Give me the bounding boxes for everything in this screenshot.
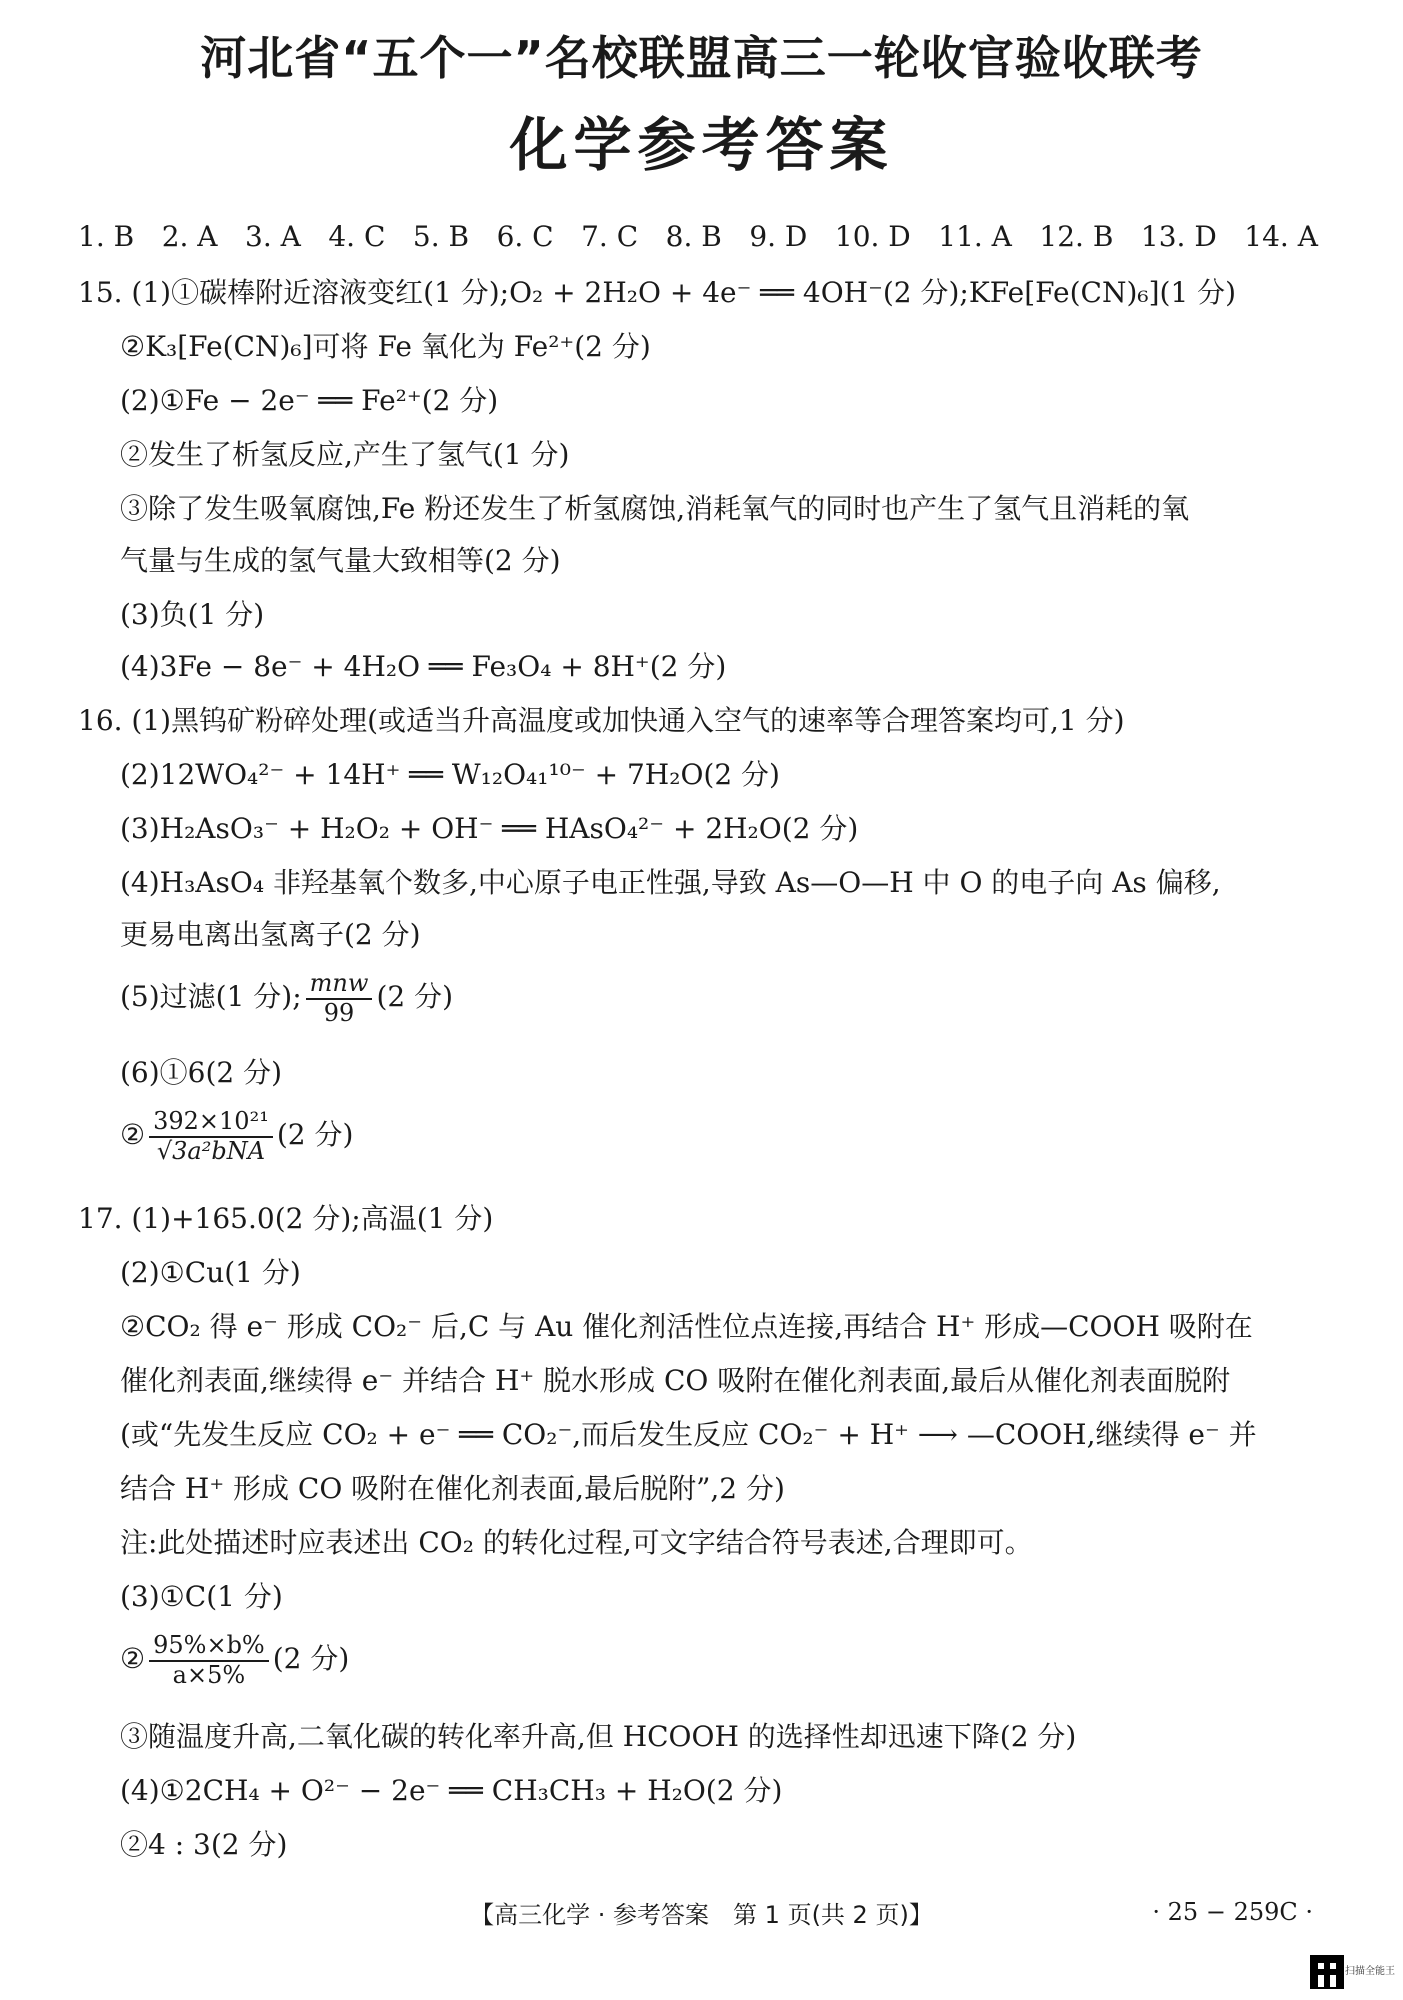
fraction-denominator: √3a²bNA — [156, 1136, 266, 1165]
q16-part6-2-line — [120, 1108, 353, 1165]
q17-part3-2-line — [120, 1632, 349, 1689]
fraction-denominator: a×5% — [172, 1660, 246, 1689]
subject-title: 化学参考答案 — [509, 111, 894, 179]
q17-part4-1-line: (4)①2CH₄ + O²⁻ − 2e⁻ ══ CH₃CH₃ + H₂O(2 分) — [120, 1774, 783, 1807]
q17-part1-line: 17. (1)+165.0(2 分);高温(1 分) — [78, 1202, 494, 1235]
mc-answer: 3. A — [245, 220, 301, 253]
q16-part6-2-label: ② — [120, 1118, 146, 1152]
q17-part2-2-cont3-line: 结合 H⁺ 形成 CO 吸附在催化剂表面,最后脱附”,2 分) — [120, 1472, 785, 1505]
mc-answer: 8. B — [665, 220, 722, 253]
mc-answer: 4. C — [328, 220, 386, 253]
q17-part4-2-line: ②4 : 3(2 分) — [120, 1828, 288, 1861]
q16-part4-line: (4)H₃AsO₄ 非羟基氧个数多,中心原子电正性强,导致 As—O—H 中 O 的电子向 As 偏移, — [120, 866, 1221, 899]
q16-part5-line — [120, 970, 453, 1027]
q15-part3-line: (3)负(1 分) — [120, 598, 265, 631]
mc-answer: 5. B — [412, 220, 470, 253]
paper-code: · 25 − 259C · — [1152, 1898, 1313, 1926]
mc-answer: 10. D — [834, 220, 911, 253]
q16-part2-line: (2)12WO₄²⁻ + 14H⁺ ══ W₁₂O₄₁¹⁰⁻ + 7H₂O(2 分) — [120, 758, 780, 791]
q15-part1-line: 15. (1)①碳棒附近溶液变红(1 分);O₂ + 2H₂O + 4e⁻ ══ 4OH⁻(2 分);KFe[Fe(CN)₆](1 分) — [78, 276, 1237, 309]
q15-part2-3-cont-line: 气量与生成的氢气量大致相等(2 分) — [120, 544, 561, 577]
mc-answer: 9. D — [749, 220, 808, 253]
q16-part6-2-score: (2 分) — [276, 1118, 354, 1152]
q15-part2-2-line: ②发生了析氢反应,产生了氢气(1 分) — [120, 438, 570, 471]
q16-part3-line: (3)H₂AsO₃⁻ + H₂O₂ + OH⁻ ══ HAsO₄²⁻ + 2H₂O(2 分) — [120, 812, 859, 845]
q17-part3-2-score: (2 分) — [272, 1642, 350, 1676]
multiple-choice-answers — [78, 220, 1318, 253]
fraction-numerator: 392×10²¹ — [149, 1108, 273, 1138]
q15-part4-line: (4)3Fe − 8e⁻ + 4H₂O ══ Fe₃O₄ + 8H⁺(2 分) — [120, 650, 727, 683]
fraction-selectivity — [149, 1632, 269, 1689]
mc-answer: 1. B — [78, 220, 135, 253]
q17-part3-2-label: ② — [120, 1642, 146, 1676]
fraction-numerator: mnw — [306, 970, 373, 1000]
q16-part5-score: (2 分) — [376, 980, 454, 1014]
q16-part5-text: (5)过滤(1 分); — [120, 980, 302, 1014]
mc-answer: 14. A — [1244, 220, 1318, 253]
q17-part3-3-line: ③随温度升高,二氧化碳的转化率升高,但 HCOOH 的选择性却迅速下降(2 分) — [120, 1720, 1077, 1753]
q15-part2-3-line: ③除了发生吸氧腐蚀,Fe 粉还发生了析氢腐蚀,消耗氧气的同时也产生了氢气且消耗的氧 — [120, 492, 1190, 525]
page-footer: 【高三化学 · 参考答案 第 1 页(共 2 页)】 — [470, 1901, 933, 1929]
q17-part2-2-cont1-line: 催化剂表面,继续得 e⁻ 并结合 H⁺ 脱水形成 CO 吸附在催化剂表面,最后从催化剂表面脱附 — [120, 1364, 1231, 1397]
mc-answer: 2. A — [161, 220, 218, 253]
q16-part6-1-line: (6)①6(2 分) — [120, 1056, 283, 1089]
mc-answer: 11. A — [938, 220, 1012, 253]
fraction-denominator: 99 — [323, 998, 355, 1027]
q15-part2-1-line: (2)①Fe − 2e⁻ ══ Fe²⁺(2 分) — [120, 384, 499, 417]
fraction-density — [149, 1108, 273, 1165]
q17-part2-1-line: (2)①Cu(1 分) — [120, 1256, 301, 1289]
mc-answer: 12. B — [1039, 220, 1114, 253]
q17-part3-1-line: (3)①C(1 分) — [120, 1580, 283, 1613]
q17-note-line: 注:此处描述时应表述出 CO₂ 的转化过程,可文字结合符号表述,合理即可。 — [120, 1526, 1033, 1559]
mc-answer: 6. C — [496, 220, 554, 253]
scanner-watermark: 扫描全能王 — [1345, 1966, 1395, 1977]
q17-part2-2-cont2-line: (或“先发生反应 CO₂ + e⁻ ══ CO₂⁻,而后发生反应 CO₂⁻ + H⁺ ⟶ —COOH,继续得 e⁻ 并 — [120, 1418, 1257, 1451]
qr-code-icon — [1310, 1955, 1344, 1989]
exam-title: 河北省“五个一”名校联盟高三一轮收官验收联考 — [200, 31, 1203, 85]
q15-part1-2-line: ②K₃[Fe(CN)₆]可将 Fe 氧化为 Fe²⁺(2 分) — [120, 330, 651, 363]
fraction-mnw — [306, 970, 373, 1027]
q17-part2-2-line: ②CO₂ 得 e⁻ 形成 CO₂⁻ 后,C 与 Au 催化剂活性位点连接,再结合 H⁺ 形成—COOH 吸附在 — [120, 1310, 1253, 1343]
mc-answer: 13. D — [1140, 220, 1217, 253]
mc-answer: 7. C — [581, 220, 639, 253]
q16-part1-line: 16. (1)黑钨矿粉碎处理(或适当升高温度或加快通入空气的速率等合理答案均可,1 分) — [78, 704, 1125, 737]
q16-part4-cont-line: 更易电离出氢离子(2 分) — [120, 918, 421, 951]
fraction-numerator: 95%×b% — [149, 1632, 269, 1662]
